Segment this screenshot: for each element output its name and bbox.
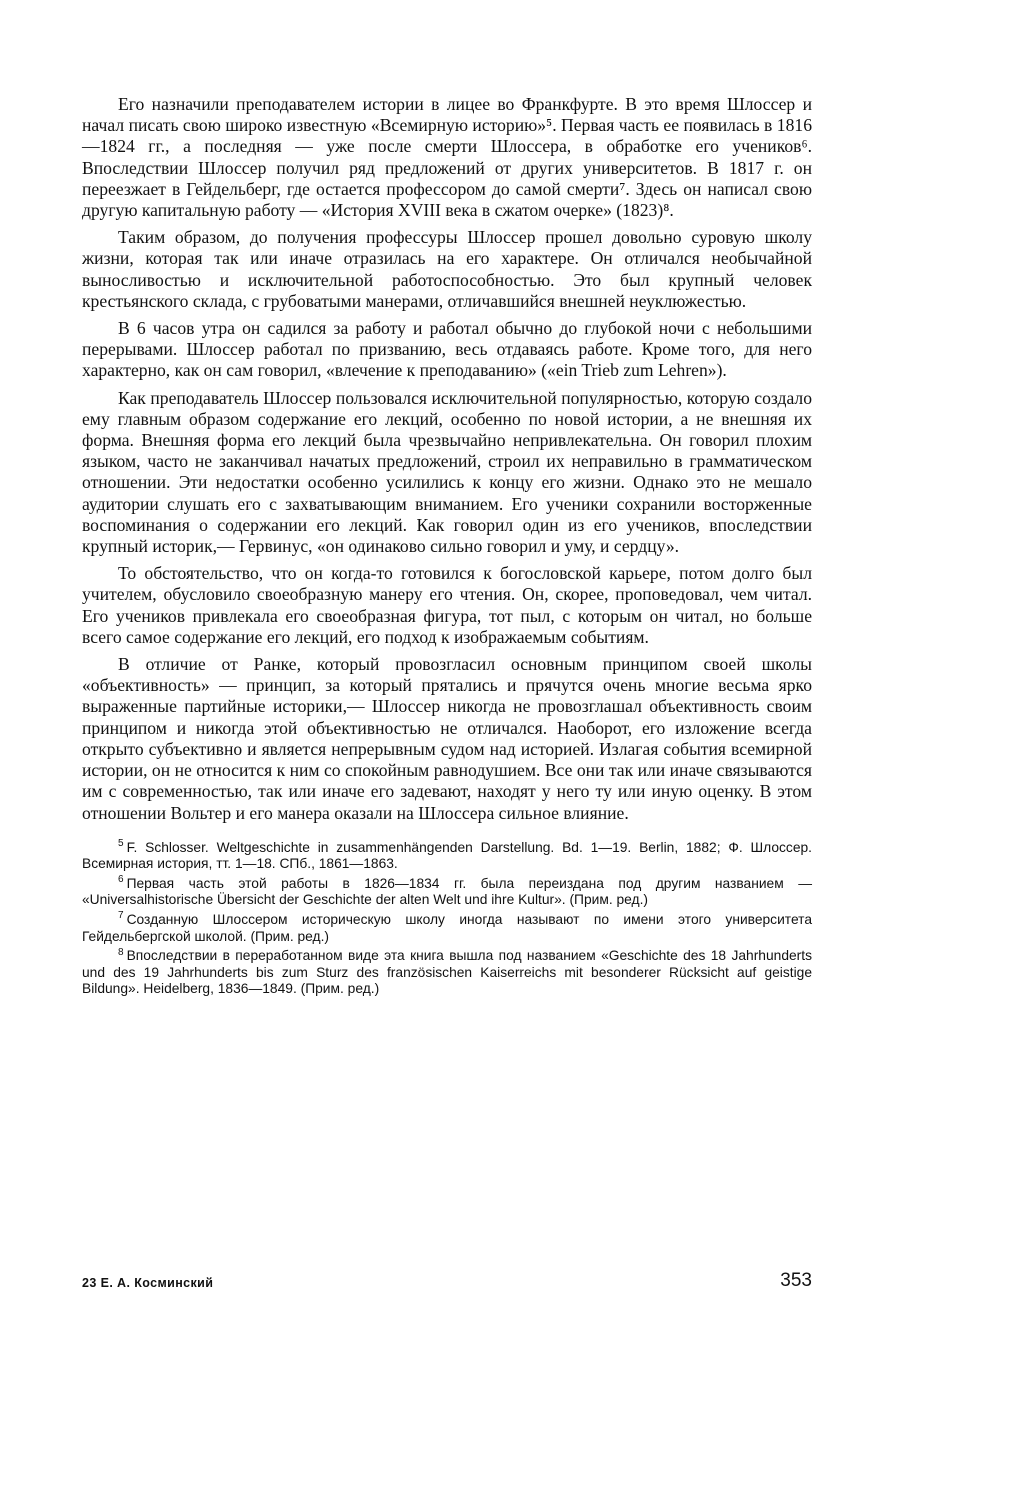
page-footer (82, 1270, 812, 1294)
footnote (82, 840, 812, 873)
paragraph: В отличие от Ранке, который провозгласил основным принципом своей школы «объективность» — принцип, за который прятались и прячутся очень многие весьма ярко выраженные партийные историки,— Шлоссер никогда не провозглашал объективность своим принципом и никогда этой объективностью не отличался. Наоборот, его изложение всегда открыто субъективно и является непрерывным судом над историей. Излагая события всемирной истории, он не относится к ним со спокойным равнодушием. Все они так или иначе связываются им с современностью, так или иначе его задевают, находят у него ту или иную оценку. В этом отношении Вольтер и его манера оказали на Шлоссера сильное влияние. (82, 654, 812, 823)
footnote (82, 912, 812, 945)
paragraph: Как преподаватель Шлоссер пользовался исключительной популярностью, которую создало ему главным образом содержание его лекций, особенно по новой истории, а не внешняя их форма. Внешняя форма его лекций была чрезвычайно непривлекательна. Он говорил плохим языком, часто не заканчивал начатых предложений, строил их неправильно в грамматическом отношении. Эти недостатки особенно усилились к концу его жизни. Однако это не мешало аудитории слушать его с захватывающим вниманием. Его ученики сохранили восторженные воспоминания о содержании его лекций. Как говорил один из его учеников, впоследствии крупный историк,— Гервинус, «он одинаково сильно говорил и уму, и сердцу». (82, 387, 812, 557)
paragraph: То обстоятельство, что он когда-то готовился к богословской карьере, потом долго был учителем, обусловило своеобразную манеру его чтения. Он, скорее, проповедовал, чем читал. Его учеников привлекала его своеобразная фигура, тот пыл, с которым он читал, но больше всего самое содержание его лекций, его подход к изображаемым событиям. (82, 563, 812, 647)
footnotes (82, 840, 812, 998)
footnote-number: 5 (118, 838, 124, 850)
footnote-number: 7 (118, 910, 124, 922)
footnote-text: Впоследствии в переработанном виде эта книга вышла под названием «Geschichte des 18 Jahrhunderts und des 19 Jahrhunderts bis zum Sturz des französischen Kaiserreichs mit besonderer Rücksicht auf geistige Bildung». Heidelberg, 1836—1849. (Прим. ред.) (82, 948, 812, 997)
page-content (82, 94, 812, 1001)
footnote-number: 8 (118, 946, 124, 958)
paragraph: В 6 часов утра он садился за работу и работал обычно до глубокой ночи с небольшими перерывами. Шлоссер работал по призванию, весь отдаваясь работе. Кроме того, для него характерно, как он сам говорил, «влечение к преподаванию» («ein Trieb zum Lehren»). (82, 318, 812, 381)
footnote-text: Созданную Шлоссером историческую школу иногда называют по имени этого университета Гейдельбергской школой. (Прим. ред.) (82, 912, 812, 944)
footnote-number: 6 (118, 874, 124, 886)
footnote-text: F. Schlosser. Weltgeschichte in zusammenhängenden Darstellung. Bd. 1—19. Berlin, 1882; Ф. Шлоссер. Всемирная история, тт. 1—18. СПб., 1861—1863. (82, 839, 812, 872)
footnote (82, 876, 812, 909)
printer-signature: 23 Е. А. Косминский (82, 1276, 214, 1290)
paragraph: Его назначили преподавателем истории в лицее во Франкфурте. В это время Шлоссер и начал писать свою широко известную «Всемирную историю»⁵. Первая часть ее появилась в 1816—1824 гг., а последняя — уже после смерти Шлоссера, в обработке его учеников⁶. Впоследствии Шлоссер получил ряд предложений от других университетов. В 1817 г. он переезжает в Гейдельберг, где остается профессором до самой смерти⁷. Здесь он написал свою другую капитальную работу — «История XVIII века в сжатом очерке» (1823)⁸. (82, 94, 812, 221)
page-number: 353 (780, 1270, 812, 1291)
footnote-text: Первая часть этой работы в 1826—1834 гг. была переиздана под другим названием — «Universalhistorische Übersicht der Geschichte der alten Welt und ihre Kultur». (Прим. ред.) (82, 875, 812, 908)
paragraph: Таким образом, до получения профессуры Шлоссер прошел довольно суровую школу жизни, которая так или иначе отразилась на его характере. Он отличался необычайной выносливостью и исключительной работоспособностью. Это был крупный человек крестьянского склада, с грубоватыми манерами, отличавшийся внешней неуклюжестью. (82, 227, 812, 311)
footnote (82, 948, 812, 998)
